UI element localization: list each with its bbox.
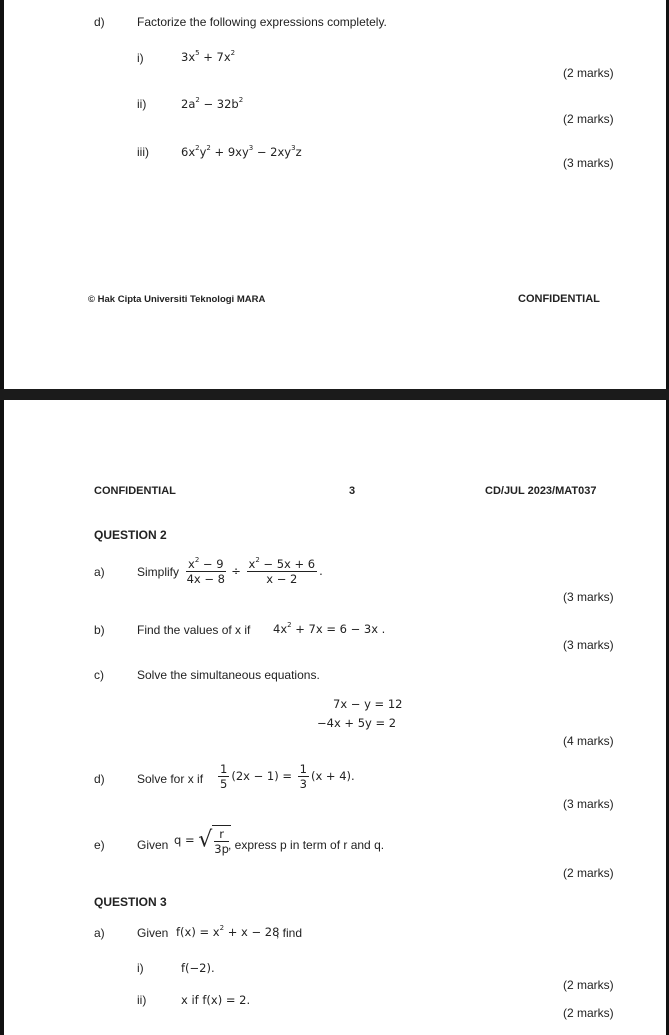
copyright-footer: © Hak Cipta Universiti Teknologi MARA [88,294,266,305]
scan-edge-left [0,400,4,1035]
marks-iii: (3 marks) [563,156,614,170]
q2-a-marks: (3 marks) [563,590,614,604]
page-number: 3 [349,485,356,497]
page-divider [0,389,669,400]
q2-b-label: b) [94,623,105,637]
scan-edge-left [0,0,4,389]
q2-b-text: Find the values of x if [137,623,251,637]
q3-ii-expression: x if f(x) = 2. [181,993,251,1007]
q2-e-marks: (2 marks) [563,866,614,880]
q3-a-function: $f(x) = x^2 + x - 28$ [176,924,280,939]
q2-c-equation-1: 7x − y = 12 [333,697,403,711]
q2-e-tail: , express p in term of r and q. [228,838,385,852]
q2-e-label: e) [94,838,105,852]
q2-e-text: Given [137,838,169,852]
page-1 [0,0,669,389]
q2-d-text: Solve for x if [137,772,204,786]
q2-d-equation: $\frac{1}{5}$ (2x − 1) = $\frac{1}{3}$ (x + 4). [220,762,355,791]
q3-a-text: Given [137,926,169,940]
question-2-title: QUESTION 2 [94,528,167,542]
marks-i: (2 marks) [563,66,614,80]
question-3-title: QUESTION 3 [94,895,167,909]
q3-i-label: i) [137,961,144,975]
page-2 [0,400,669,1035]
q2-a-label: a) [94,565,105,579]
question-text-d: Factorize the following expressions completely. [137,15,387,29]
q2-b-equation: $4x^2 + 7x = 6 - 3x$ . [273,621,386,636]
q2-c-equation-2: −4x + 5y = 2 [317,716,397,730]
q3-i-expression: f(−2). [181,961,215,975]
marks-ii: (2 marks) [563,112,614,126]
part-ii-label: ii) [137,97,147,111]
q2-c-label: c) [94,668,104,682]
q3-ii-marks: (2 marks) [563,1006,614,1020]
part-i-label: i) [137,51,144,65]
expression-i: $3x^5 + 7x^2$ [181,49,236,64]
expression-iii: $6x^2y^2 + 9xy^3 - 2xy^3z$ [181,144,302,159]
q3-ii-label: ii) [137,993,147,1007]
q2-c-marks: (4 marks) [563,734,614,748]
q3-i-marks: (2 marks) [563,978,614,992]
q3-a-label: a) [94,926,105,940]
part-iii-label: iii) [137,145,149,159]
expression-ii: $2a^2 - 32b^2$ [181,96,244,111]
q3-a-tail: , find [276,926,303,940]
q2-b-marks: (3 marks) [563,638,614,652]
q2-a-text: Simplify [137,565,180,579]
q2-a-expression: $\frac{x^2 - 9}{4x - 8}$ ÷ $\frac{x^2 - 5x + 6}{x - 2}$ . [186,556,323,586]
q2-d-label: d) [94,772,105,786]
question-label-d: d) [94,15,105,29]
q2-d-marks: (3 marks) [563,797,614,811]
header-course-code: CD/JUL 2023/MAT037 [485,485,597,497]
header-confidential: CONFIDENTIAL [94,485,176,497]
q2-e-formula: q = √ $\frac{r}{3p}$ [174,827,229,856]
q2-c-text: Solve the simultaneous equations. [137,668,320,682]
confidential-footer: CONFIDENTIAL [518,293,600,305]
